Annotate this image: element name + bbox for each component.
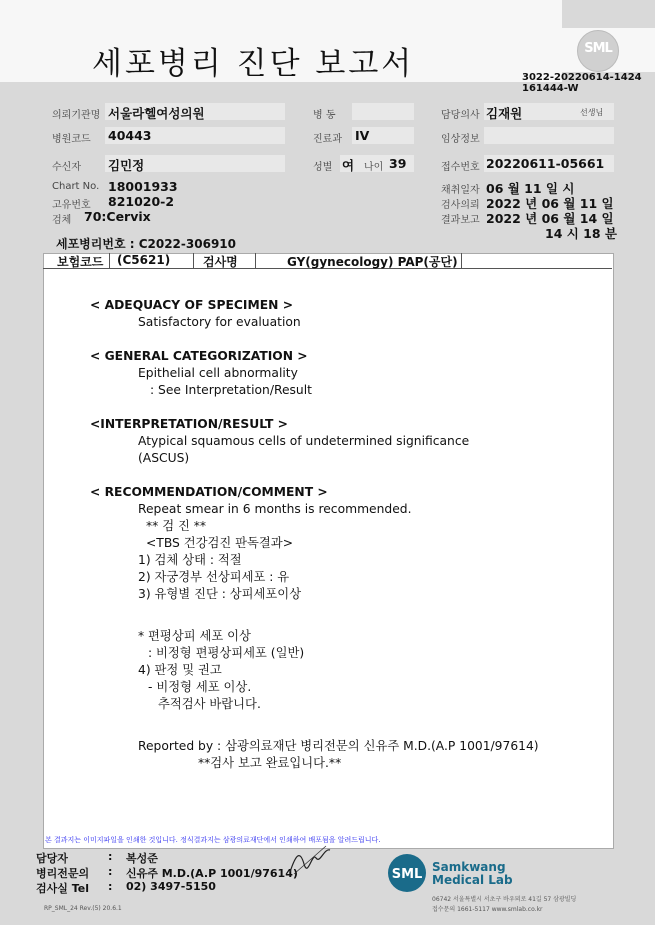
pathologist-label: 병리전문의 — [36, 867, 90, 880]
manager: 복성준 — [126, 852, 158, 865]
interp-text: Atypical squamous cells of undetermined significance — [138, 434, 470, 448]
manager-label: 담당자 — [36, 852, 68, 865]
rec-text: 4) 판정 및 권고 — [138, 663, 222, 677]
collect-date: 06 월 11 일 시 — [486, 181, 575, 196]
rec-text: * 편평상피 세포 이상 — [138, 629, 251, 643]
divider — [461, 253, 462, 268]
adequacy-title: < ADEQUACY OF SPECIMEN > — [90, 298, 294, 312]
company-address: 06742 서울특별시 서초구 바우뫼로 41길 57 삼광빌딩 — [432, 896, 577, 903]
rec-text: : 비정형 편평상피세포 (일반) — [148, 646, 305, 660]
band — [484, 127, 614, 144]
hospital-code: 40443 — [108, 128, 152, 143]
interp-title: <INTERPRETATION/RESULT > — [90, 417, 288, 431]
doctor-suffix: 선생님 — [580, 108, 604, 117]
rec-text: 2) 자궁경부 선상피세포 : 유 — [138, 570, 290, 584]
general-text: : See Interpretation/Result — [150, 383, 312, 397]
id-no: 821020-2 — [108, 194, 175, 209]
test-header — [43, 253, 612, 269]
chart-no: 18001933 — [108, 179, 178, 194]
general-title: < GENERAL CATEGORIZATION > — [90, 349, 308, 363]
signature-icon — [286, 844, 332, 878]
rec-text: ** 검 진 ** — [146, 519, 207, 533]
specimen: 70:Cervix — [84, 209, 151, 224]
exam-label: 검사의뢰 — [441, 200, 480, 211]
rec-text: 3) 유형별 진단 : 상피세포이상 — [138, 587, 302, 601]
divider — [255, 253, 256, 268]
company-name: Samkwang Medical Lab — [432, 860, 513, 887]
rec-text: Repeat smear in 6 months is recommended. — [138, 502, 412, 516]
colon: : — [108, 880, 113, 893]
collect-label: 채취일자 — [441, 185, 480, 196]
hospital-code-label: 병원코드 — [52, 134, 91, 145]
rec-text: 추적검사 바랍니다. — [158, 697, 261, 711]
sex: 여 — [342, 158, 355, 173]
result-time: 14 시 18 분 — [545, 226, 617, 241]
receipt: 20220611-05661 — [486, 156, 605, 171]
specimen-label: 검체 — [52, 215, 72, 226]
notice: 본 결과지는 이미지파일을 인쇄한 것입니다. 정식결과지는 삼광의료재단에서 인쇄하여 배포됨을 알려드립니다. — [45, 836, 381, 844]
sex-label: 성별 — [313, 162, 333, 173]
colon: : — [108, 850, 113, 863]
band — [352, 103, 414, 120]
rec-text: 1) 검체 상태 : 적절 — [138, 553, 242, 567]
report-body — [90, 297, 539, 772]
id-label: 고유번호 — [52, 200, 91, 211]
test-label: 검사명 — [203, 255, 238, 269]
tel: 02) 3497-5150 — [126, 880, 216, 893]
exam-date: 2022 년 06 월 11 일 — [486, 196, 614, 211]
ward-label: 병 동 — [313, 110, 336, 121]
tel-label: 검사실 Tel — [36, 882, 89, 895]
dept: IV — [355, 128, 370, 143]
age: 39 — [389, 156, 407, 171]
pathology-number: 세포병리번호 : C2022-306910 — [56, 237, 236, 251]
receipt-label: 접수번호 — [441, 162, 480, 173]
rec-title: < RECOMMENDATION/COMMENT > — [90, 485, 328, 499]
divider — [109, 253, 110, 268]
report-complete: **검사 보고 완료입니다.** — [198, 756, 342, 770]
pathologist: 신유주 M.D.(A.P 1001/97614) — [126, 867, 298, 880]
reported-by: Reported by : 삼광의료재단 병리전문의 신유주 M.D.(A.P 1001/97614) — [138, 739, 539, 753]
recipient-label: 수신자 — [52, 162, 81, 173]
report-number: 3022-20220614-1424 161444-W — [522, 72, 642, 94]
general-text: Epithelial cell abnormality — [138, 366, 298, 380]
doctor: 김재원 — [486, 106, 523, 121]
company-contact: 접수문의 1661-5117 www.smlab.co.kr — [432, 906, 543, 913]
report-title: 세포병리 진단 보고서 — [92, 46, 415, 82]
svg-text:SML: SML — [391, 867, 423, 882]
recipient: 김민정 — [108, 158, 145, 173]
code-label: 보험코드 — [57, 255, 104, 269]
samkwang-logo-icon — [386, 852, 428, 894]
clinical-label: 임상정보 — [441, 134, 480, 145]
rec-text: - 비정형 세포 이상. — [148, 680, 252, 694]
age-label: 나이 — [364, 162, 384, 173]
result-label: 결과보고 — [441, 215, 480, 226]
rec-text: <TBS 건강검진 판독결과> — [146, 536, 293, 550]
interp-text: (ASCUS) — [138, 451, 190, 465]
insurance-code: (C5621) — [117, 253, 171, 267]
adequacy-text: Satisfactory for evaluation — [138, 315, 301, 329]
colon: : — [108, 865, 113, 878]
divider — [193, 253, 194, 268]
dept-label: 진료과 — [313, 134, 342, 145]
result-date: 2022 년 06 월 14 일 — [486, 211, 614, 226]
form-code: RP_SML_24 Rev.(5) 20.6.1 — [44, 905, 122, 912]
chart-label: Chart No. — [52, 181, 100, 192]
institution-label: 의뢰기관명 — [52, 110, 101, 121]
institution: 서울라헬여성의원 — [108, 106, 205, 121]
doctor-label: 담당의사 — [441, 110, 480, 121]
test-name: GY(gynecology) PAP(공단) — [287, 255, 458, 269]
sml-logo-icon: SML — [577, 30, 619, 72]
